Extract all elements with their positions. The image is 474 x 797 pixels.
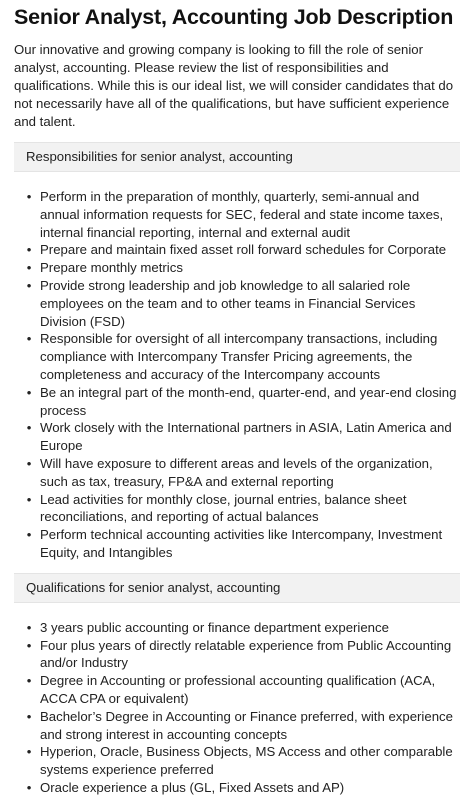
list-item: [26, 672, 460, 708]
bullet-icon: •: [26, 779, 32, 795]
list-item: [26, 455, 460, 491]
list-item: [26, 241, 460, 259]
bullet-icon: •: [26, 189, 32, 204]
bullet-icon: •: [26, 673, 32, 689]
list-item-text: Responsible for oversight of all intercompany transactions, including compliance with Intercompany Transfer Pricing agreements, the completeness and accuracy of the Intercompany accounts: [40, 331, 438, 382]
bullet-icon: •: [26, 527, 32, 543]
list-item: [26, 743, 460, 779]
list-item: [26, 708, 460, 744]
list-item: [26, 277, 460, 330]
bullet-icon: •: [26, 260, 32, 276]
intro-paragraph: Our innovative and growing company is looking to fill the role of senior analyst, accounting. Please review the list of responsibilities and qualifications. While this is our ideal list, we will consider candidates that do not necessarily have all of the qualifications, but have sufficient experience and talent.: [14, 42, 454, 129]
list-item: [26, 779, 460, 797]
bullet-icon: •: [26, 384, 32, 400]
list-item: [26, 419, 460, 455]
list-item: [26, 619, 460, 637]
list-item-text: Will have exposure to different areas and levels of the organization, such as tax, treasury, FP&A and external reporting: [40, 455, 433, 489]
bullet-icon: •: [26, 420, 32, 436]
list-item-text: Perform in the preparation of monthly, quarterly, semi-annual and annual information requests for SEC, federal and state income taxes, internal financial reporting, internal and external audit: [40, 189, 444, 240]
list-item-text: Prepare monthly metrics: [40, 260, 183, 276]
bullet-icon: •: [26, 491, 32, 507]
bullet-icon: •: [26, 331, 32, 347]
list-item: [26, 330, 460, 383]
list-item-text: Prepare and maintain fixed asset roll forward schedules for Corporate: [40, 242, 447, 258]
list-item-text: Lead activities for monthly close, journal entries, balance sheet reconciliations, and reporting of actual balances: [40, 491, 407, 525]
list-item-text: Bachelor’s Degree in Accounting or Finance preferred, with experience and strong interest in accounting concepts: [40, 708, 453, 742]
list-item-text: Four plus years of directly relatable experience from Public Accounting and/or Industry: [40, 637, 452, 671]
list-item: [26, 188, 460, 241]
list-item-text: Be an integral part of the month-end, quarter-end, and year-end closing process: [40, 384, 457, 418]
list-item-text: Oracle experience a plus (GL, Fixed Assets and AP): [40, 779, 345, 795]
list-item: [26, 637, 460, 673]
bullet-icon: •: [26, 455, 32, 471]
list-item-text: Perform technical accounting activities like Intercompany, Investment Equity, and Intangibles: [40, 527, 443, 560]
qualifications-header: Qualifications for senior analyst, accounting: [14, 573, 460, 603]
list-item: [26, 526, 460, 562]
list-item-text: Degree in Accounting or professional accounting qualification (ACA, ACCA CPA or equivalent): [40, 673, 436, 706]
list-item-text: Provide strong leadership and job knowledge to all salaried role employees on the team and to other teams in Financial Services Division (FSD): [40, 277, 416, 329]
bullet-icon: •: [26, 619, 32, 635]
list-item-text: Work closely with the International partners in ASIA, Latin America and Europe: [40, 420, 452, 454]
bullet-icon: •: [26, 242, 32, 258]
list-item-text: 3 years public accounting or finance department experience: [40, 619, 389, 635]
qualifications-list: [14, 619, 460, 797]
responsibilities-header: Responsibilities for senior analyst, accounting: [14, 142, 460, 172]
list-item: [26, 384, 460, 420]
list-item: [26, 259, 460, 277]
bullet-icon: •: [26, 708, 32, 724]
page-title: Senior Analyst, Accounting Job Description: [14, 5, 454, 29]
bullet-icon: •: [26, 637, 32, 653]
bullet-icon: •: [26, 277, 32, 293]
bullet-icon: •: [26, 744, 32, 760]
responsibilities-list: [14, 188, 460, 562]
list-item: [26, 491, 460, 527]
list-item-text: Hyperion, Oracle, Business Objects, MS Access and other comparable systems experience preferred: [40, 744, 453, 778]
